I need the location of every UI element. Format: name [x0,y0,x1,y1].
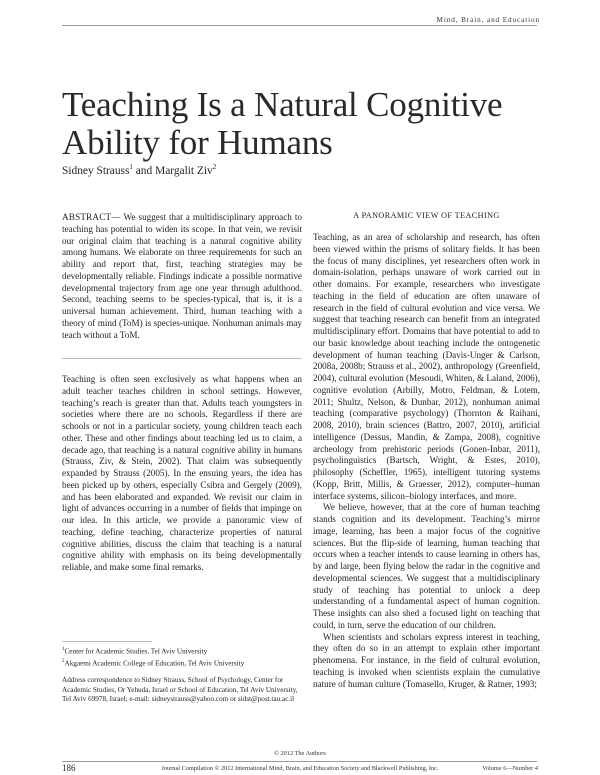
author-separator: and [132,164,156,177]
author-1: Sidney Strauss [62,164,130,177]
footnote-1-text: Center for Academic Studies, Tel Aviv University [64,647,208,656]
abstract-divider [62,358,302,359]
copyright-notice: © 2012 The Authors [274,750,326,757]
title-line-2: Ability for Humans [62,123,333,162]
section-body [313,232,540,690]
footnotes [62,645,302,704]
title-line-1: Teaching Is a Natural Cognitive [62,85,503,124]
authors [62,163,216,177]
journal-name: Mind, Brain, and Education [436,16,540,24]
page-number: 186 [62,763,76,773]
footnote-1 [62,645,302,657]
footnote-2 [62,657,302,669]
section-heading: A PANORAMIC VIEW OF TEACHING [353,211,500,220]
footnote-rule [62,641,152,642]
abstract-text: We suggest that a multidisciplinary approach to teaching has potential to widen its scope. In that vein, we revisit our original claim that teaching is a natural cognitive ability among humans. We elaborate on three requirements for such an ability and report that, first, teaching strategies may be developmentally reliable. Findings indicate a possible normative developmental trajectory from age one year through adulthood. Second, teaching seems to be species-typical, that is, it is a universal human achievement. Third, human teaching with a theory of mind (ToM) is species-unique. Nonhuman animals may teach without a ToM. [62,212,302,340]
header-rule [62,25,537,26]
section-paragraph-3: When scientists and scholars express interest in teaching, they often do so in an attempt to explain other important phenomena. For instance, in the field of cultural evolution, teaching is invoked when scientists explain the cumulative nature of human culture (Tomasello, Kruger, & Ratner, 1993; [313,631,540,689]
section-paragraph-2: We believe, however, that at the core of human teaching stands cognition and its development. Teaching’s mirror image, learning, has been a major focus of the cognitive sciences. But the flip-side of learning, human teaching that occurs when a teacher intends to cause learning in others has, by and large, been flying below the radar in the cognitive and developmental sciences. We suggest that a multidisciplinary study of teaching has potential to unlock a deep understanding of a fundamental aspect of human cognition. These insights can also shed a focused light on teaching that could, in turn, serve the education of our children. [313,502,540,630]
footnote-2-text: Akgaemi Academic College of Education, Tel Aviv University [64,659,245,668]
volume-info: Volume 6—Number 4 [482,765,538,772]
footnote-2-marker: 2 [62,658,65,664]
author-1-affiliation: 1 [129,163,133,171]
author-2: Margalit Ziv [155,164,213,177]
section-paragraph-1: Teaching, as an area of scholarship and research, has often been viewed within the prisms of solitary fields. It has been the focus of many disciplines, yet researchers often work in domain-isolation, perhaps unaware of work carried out in other domains. For example, researchers who investigate teaching in the field of education are often unaware of research in the field of cultural evolution and vice versa. We suggest that teaching research can benefit from an integrated multidisciplinary effort. Domains that have potential to add to our basic knowledge about teaching include the ontogenetic development of human teaching (Davis-Unger & Carlson, 2008a, 2008b; Strauss et al., 2002), anthropology (Greenfield, 2004), cultural evolution (Mesoudi, Whiten, & Laland, 2006), cognitive evolution (Arbilly, Motro, Feldman, & Lotem, 2011; Shultz, Nelson, & Dunbar, 2012), nonhuman animal teaching (comparative psychology) (Thornton & Raihani, 2008, 2010), brain sciences (Battro, 2007, 2010), artificial intelligence (Dessus, Mandin, & Zampa, 2008), cognitive archeology from prehistoric periods (Gonen-Inbar, 2011), psycholinguistics (Bartsch, Wright, & Estes, 2010), philosophy (Scheffler, 1965), intelligent tutoring systems (Kopp, Britt, Millis, & Graesser, 2012), computer–human interface systems, silicon–biology interfaces, and more. [313,232,540,501]
footnote-1-marker: 1 [62,647,65,652]
abstract [62,212,302,341]
intro-paragraph: Teaching is often seen exclusively as what happens when an adult teacher teaches children in school settings. However, teaching’s reach is greater than that. Adults teach youngsters in societies where there are no schools. Regardless if there are schools or not in a particular society, young children teach each other. These and other findings about teaching led us to claim, a decade ago, that teaching is a natural cognitive ability in humans (Strauss, Ziv, & Stein, 2002). That claim was subsequently expanded by Strauss (2005). In the ensuing years, the idea has been picked up by others, especially Csibra and Gergely (2009), and has been elaborated and expanded. We revisit our claim in light of advances occurring in a number of fields that impinge on our idea. In this article, we provide a panoramic view of teaching, define teaching, characterize properties of natural cognitive abilities, discuss the claim that teaching is a natural cognitive ability with emphasis on its being developmentally reliable, and make some final remarks. [62,374,302,572]
journal-compilation: Journal Compilation © 2012 International Mind, Brain, and Education Society and Blackwell Publishing, Inc. [161,765,439,772]
article-title [62,86,542,162]
correspondence-address: Address correspondence to Sidney Strauss, School of Psychology, Center for Academic Studies, Or Yehuda, Israel or School of Education, Tel Aviv University, Tel Aviv 69978, Israel; e-mail: sidneystrauss@yahoo.com or sidst@post.tau.ac.il [62,676,298,703]
abstract-label: ABSTRACT— [62,212,121,222]
author-2-affiliation: 2 [212,163,217,171]
footer-rule [62,761,537,762]
